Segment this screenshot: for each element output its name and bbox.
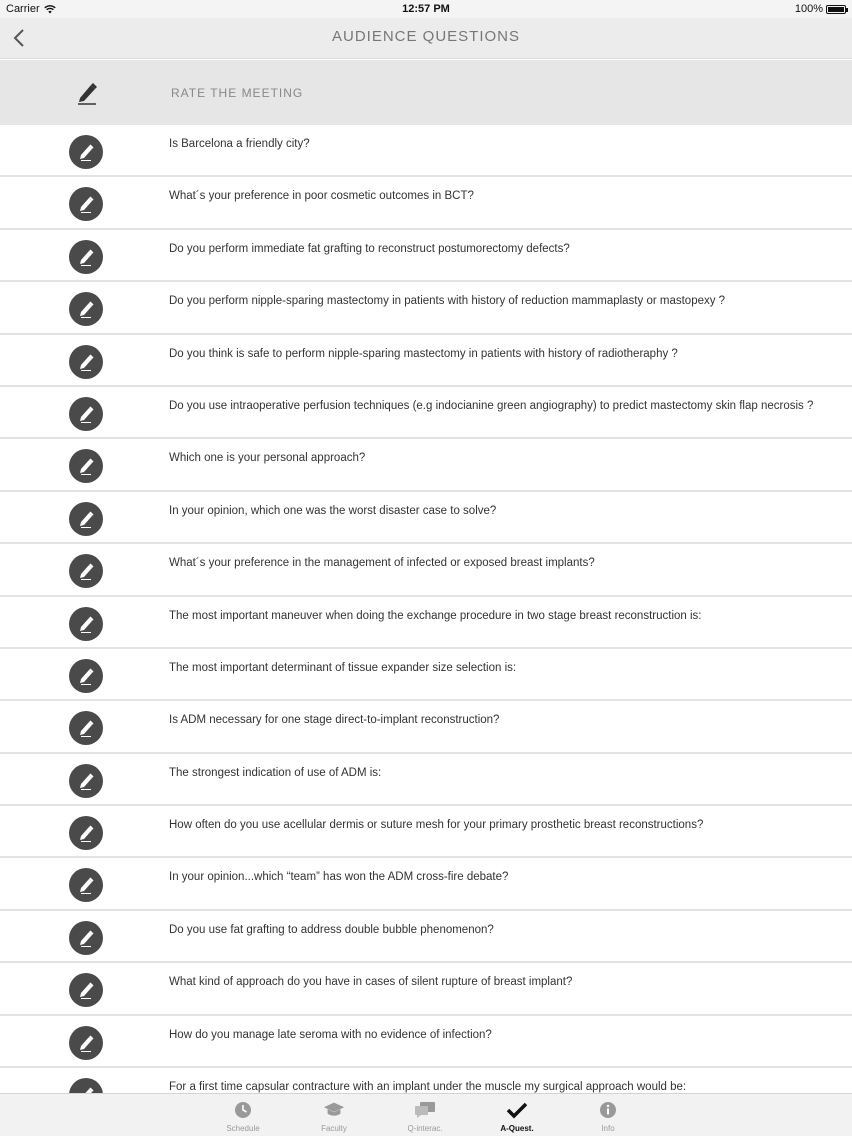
pencil-icon [69,973,103,1007]
rate-meeting-label: RATE THE MEETING [171,86,304,100]
pencil-icon [69,240,103,274]
question-row[interactable] [0,701,852,753]
pencil-icon [69,816,103,850]
question-row[interactable] [0,335,852,387]
question-text: Is ADM necessary for one stage direct-to-implant reconstruction? [169,714,500,727]
question-row[interactable] [0,911,852,963]
tab-label: Q-interac. [407,1124,443,1133]
status-bar [0,0,852,18]
question-text: What kind of approach do you have in cases of silent rupture of breast implant? [169,976,573,989]
tab-bar [0,1093,852,1136]
pencil-icon [69,1078,103,1093]
question-text: How do you manage late seroma with no evidence of infection? [169,1028,492,1041]
battery-indicator [795,3,846,15]
tab-schedule[interactable] [213,1094,273,1136]
tab-label: Schedule [226,1124,260,1133]
question-text: In your opinion...which “team” has won the ADM cross-fire debate? [169,871,509,884]
rate-meeting-row[interactable] [0,60,852,125]
question-row[interactable] [0,387,852,439]
question-row[interactable] [0,177,852,229]
battery-icon [826,5,846,14]
tab-faculty[interactable] [304,1094,364,1136]
question-text: Do you perform immediate fat grafting to reconstruct postumorectomy defects? [169,242,570,255]
question-text: What´s your preference in the management of infected or exposed breast implants? [169,557,595,570]
question-row[interactable] [0,1068,852,1093]
pencil-icon [69,397,103,431]
question-text: The most important maneuver when doing the exchange procedure in two stage breast reconstruction is: [169,609,702,622]
question-text: Do you perform nipple-sparing mastectomy in patients with history of reduction mammaplasty or mastopexy ? [169,295,726,308]
tab-info[interactable] [578,1094,638,1136]
pencil-icon [69,921,103,955]
tab-label: Faculty [321,1124,347,1133]
status-time: 12:57 PM [402,3,450,15]
pencil-icon [69,1026,103,1060]
pencil-icon [69,502,103,536]
question-text: Which one is your personal approach? [169,452,366,465]
question-text: Is Barcelona a friendly city? [169,138,310,150]
navigation-bar [0,18,852,59]
question-text: The most important determinant of tissue expander size selection is: [169,661,517,674]
tab-q-interac[interactable] [395,1094,455,1136]
tab-label: Info [601,1124,615,1133]
tab-label: A-Quest. [500,1124,534,1133]
pencil-icon [69,764,103,798]
question-text: What´s your preference in poor cosmetic outcomes in BCT? [169,190,474,203]
question-row[interactable] [0,754,852,806]
pencil-icon [69,449,103,483]
question-row[interactable] [0,230,852,282]
pencil-icon [69,711,103,745]
checkmark-icon [506,1100,528,1120]
question-text: In your opinion, which one was the worst disaster case to solve? [169,504,497,517]
question-row[interactable] [0,544,852,596]
tab-a-quest[interactable] [487,1094,547,1136]
pencil-icon [69,607,103,641]
question-row[interactable] [0,806,852,858]
pencil-icon [69,345,103,379]
question-text: Do you use intraoperative perfusion techniques (e.g indocianine green angiography) to predict mastectomy skin flap necrosis ? [169,399,814,412]
question-row[interactable] [0,597,852,649]
graduation-cap-icon [323,1100,345,1120]
question-row[interactable] [0,282,852,334]
pencil-icon [69,135,103,169]
pencil-icon [69,187,103,221]
question-text: The strongest indication of use of ADM is: [169,766,382,779]
pencil-icon [69,659,103,693]
clock-icon [232,1100,254,1120]
question-text: Do you think is safe to perform nipple-sparing mastectomy in patients with history of radiotheraphy ? [169,347,678,360]
question-text: For a first time capsular contracture with an implant under the muscle my surgical approach would be: [169,1081,687,1093]
question-row[interactable] [0,1016,852,1068]
question-text: How often do you use acellular dermis or suture mesh for your primary prosthetic breast reconstructions? [169,819,704,832]
question-row[interactable] [0,858,852,910]
chat-bubbles-icon [414,1100,436,1120]
question-row[interactable] [0,439,852,491]
pencil-icon [69,292,103,326]
pencil-icon [69,554,103,588]
question-row[interactable] [0,492,852,544]
pencil-icon [69,868,103,902]
carrier-label: Carrier [6,3,40,15]
pencil-icon [74,80,100,106]
question-list[interactable] [0,125,852,1093]
info-icon [597,1100,619,1120]
question-text: Do you use fat grafting to address double bubble phenomenon? [169,923,494,936]
question-row[interactable] [0,125,852,177]
battery-percent: 100% [794,3,823,15]
question-row[interactable] [0,963,852,1015]
question-row[interactable] [0,649,852,701]
page-title: AUDIENCE QUESTIONS [331,28,521,45]
